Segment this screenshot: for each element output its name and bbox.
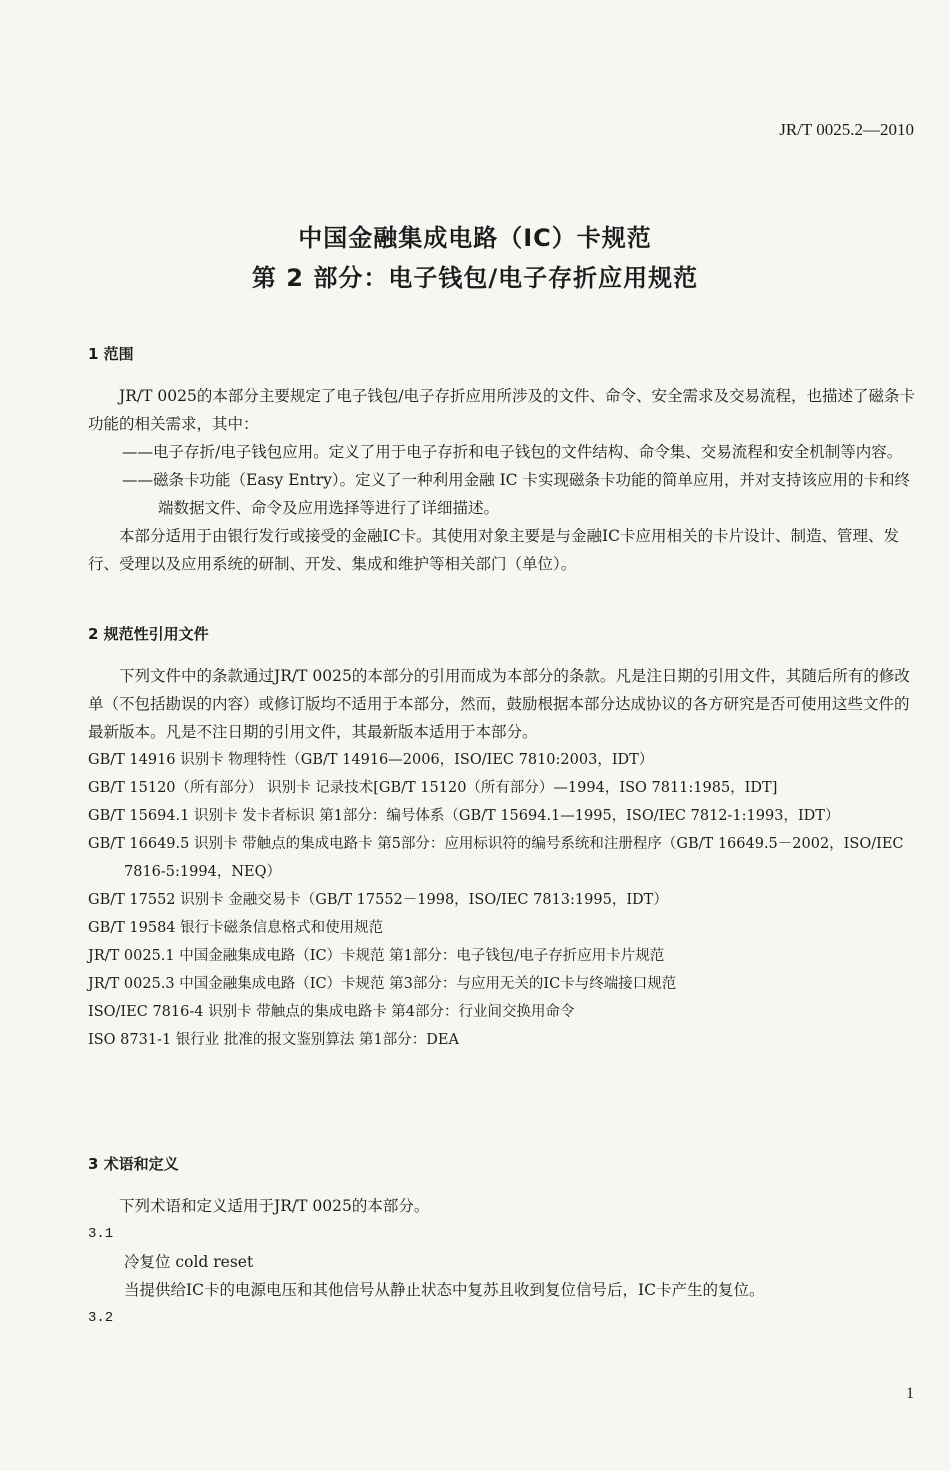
standard-number: JR/T 0025.2—2010 xyxy=(779,120,914,139)
scope-item-1: ——电子存折/电子钱包应用。定义了用于电子存折和电子钱包的文件结构、命令集、交易流程和安全机制等内容。 xyxy=(122,443,903,461)
section-3-heading: 3 术语和定义 xyxy=(88,1155,179,1173)
reference-item: ISO/IEC 7816-4 识别卡 带触点的集成电路卡 第4部分：行业间交换用命令 xyxy=(88,1004,575,1020)
document-subtitle: 第 2 部分：电子钱包/电子存折应用规范 xyxy=(251,264,699,292)
reference-item: JR/T 0025.3 中国金融集成电路（IC）卡规范 第3部分：与应用无关的IC卡与终端接口规范 xyxy=(88,976,677,992)
term-definition: 当提供给IC卡的电源电压和其他信号从静止状态中复苏且收到复位信号后，IC卡产生的复位。 xyxy=(124,1281,765,1299)
reference-item: GB/T 19584 银行卡磁条信息格式和使用规范 xyxy=(88,920,384,936)
term-name: 冷复位 cold reset xyxy=(124,1253,254,1271)
scope-paragraph-2: 本部分适用于由银行发行或接受的金融IC卡。其使用对象主要是与金融IC卡应用相关的卡片设计、制造、管理、发行、受理以及应用系统的研制、开发、集成和维护等相关部门（单位）。 xyxy=(88,527,899,573)
terms-paragraph: 下列术语和定义适用于JR/T 0025的本部分。 xyxy=(119,1197,430,1215)
section-terms-definitions xyxy=(88,1150,916,1332)
reference-item: JR/T 0025.1 中国金融集成电路（IC）卡规范 第1部分：电子钱包/电子存折应用卡片规范 xyxy=(88,948,665,964)
page-number: 1 xyxy=(906,1385,914,1402)
section-2-heading: 2 规范性引用文件 xyxy=(88,625,209,643)
reference-item: GB/T 15694.1 识别卡 发卡者标识 第1部分：编号体系（GB/T 15694.1—1995，ISO/IEC 7812-1:1993，IDT） xyxy=(88,808,840,824)
term-number: 3.1 xyxy=(88,1226,114,1242)
references-paragraph: 下列文件中的条款通过JR/T 0025的本部分的引用而成为本部分的条款。凡是注日期的引用文件，其随后所有的修改单（不包括勘误的内容）或修订版均不适用于本部分，然而，鼓励根据本部分达成协议的各方研究是否可使用这些文件的最新版本。凡是不注日期的引用文件，其最新版本适用于本部分。 xyxy=(88,667,910,741)
scope-paragraph-1: JR/T 0025的本部分主要规定了电子钱包/电子存折应用所涉及的文件、命令、安全需求及交易流程，也描述了磁条卡功能的相关需求，其中： xyxy=(88,387,916,433)
scope-item-2: ——磁条卡功能（Easy Entry）。定义了一种利用金融 IC 卡实现磁条卡功能的简单应用，并对支持该应用的卡和终端数据文件、命令及应用选择等进行了详细描述。 xyxy=(122,471,910,517)
section-scope xyxy=(88,340,916,578)
term-number: 3.2 xyxy=(88,1310,114,1326)
reference-item: GB/T 16649.5 识别卡 带触点的集成电路卡 第5部分：应用标识符的编号系统和注册程序（GB/T 16649.5－2002，ISO/IEC 7816-5:1994，NEQ） xyxy=(88,836,904,880)
reference-list xyxy=(88,746,916,1054)
reference-item: ISO 8731-1 银行业 批准的报文鉴别算法 第1部分：DEA xyxy=(88,1032,459,1048)
reference-item: GB/T 15120（所有部分） 识别卡 记录技术[GB/T 15120（所有部分）—1994，ISO 7811:1985，IDT] xyxy=(88,780,778,796)
section-normative-references xyxy=(88,620,916,1054)
section-1-heading: 1 范围 xyxy=(88,345,134,363)
document-title: 中国金融集成电路（IC）卡规范 xyxy=(298,224,652,252)
reference-item: GB/T 14916 识别卡 物理特性（GB/T 14916—2006，ISO/IEC 7810:2003，IDT） xyxy=(88,752,654,768)
reference-item: GB/T 17552 识别卡 金融交易卡（GB/T 17552－1998，ISO/IEC 7813:1995，IDT） xyxy=(88,892,668,908)
